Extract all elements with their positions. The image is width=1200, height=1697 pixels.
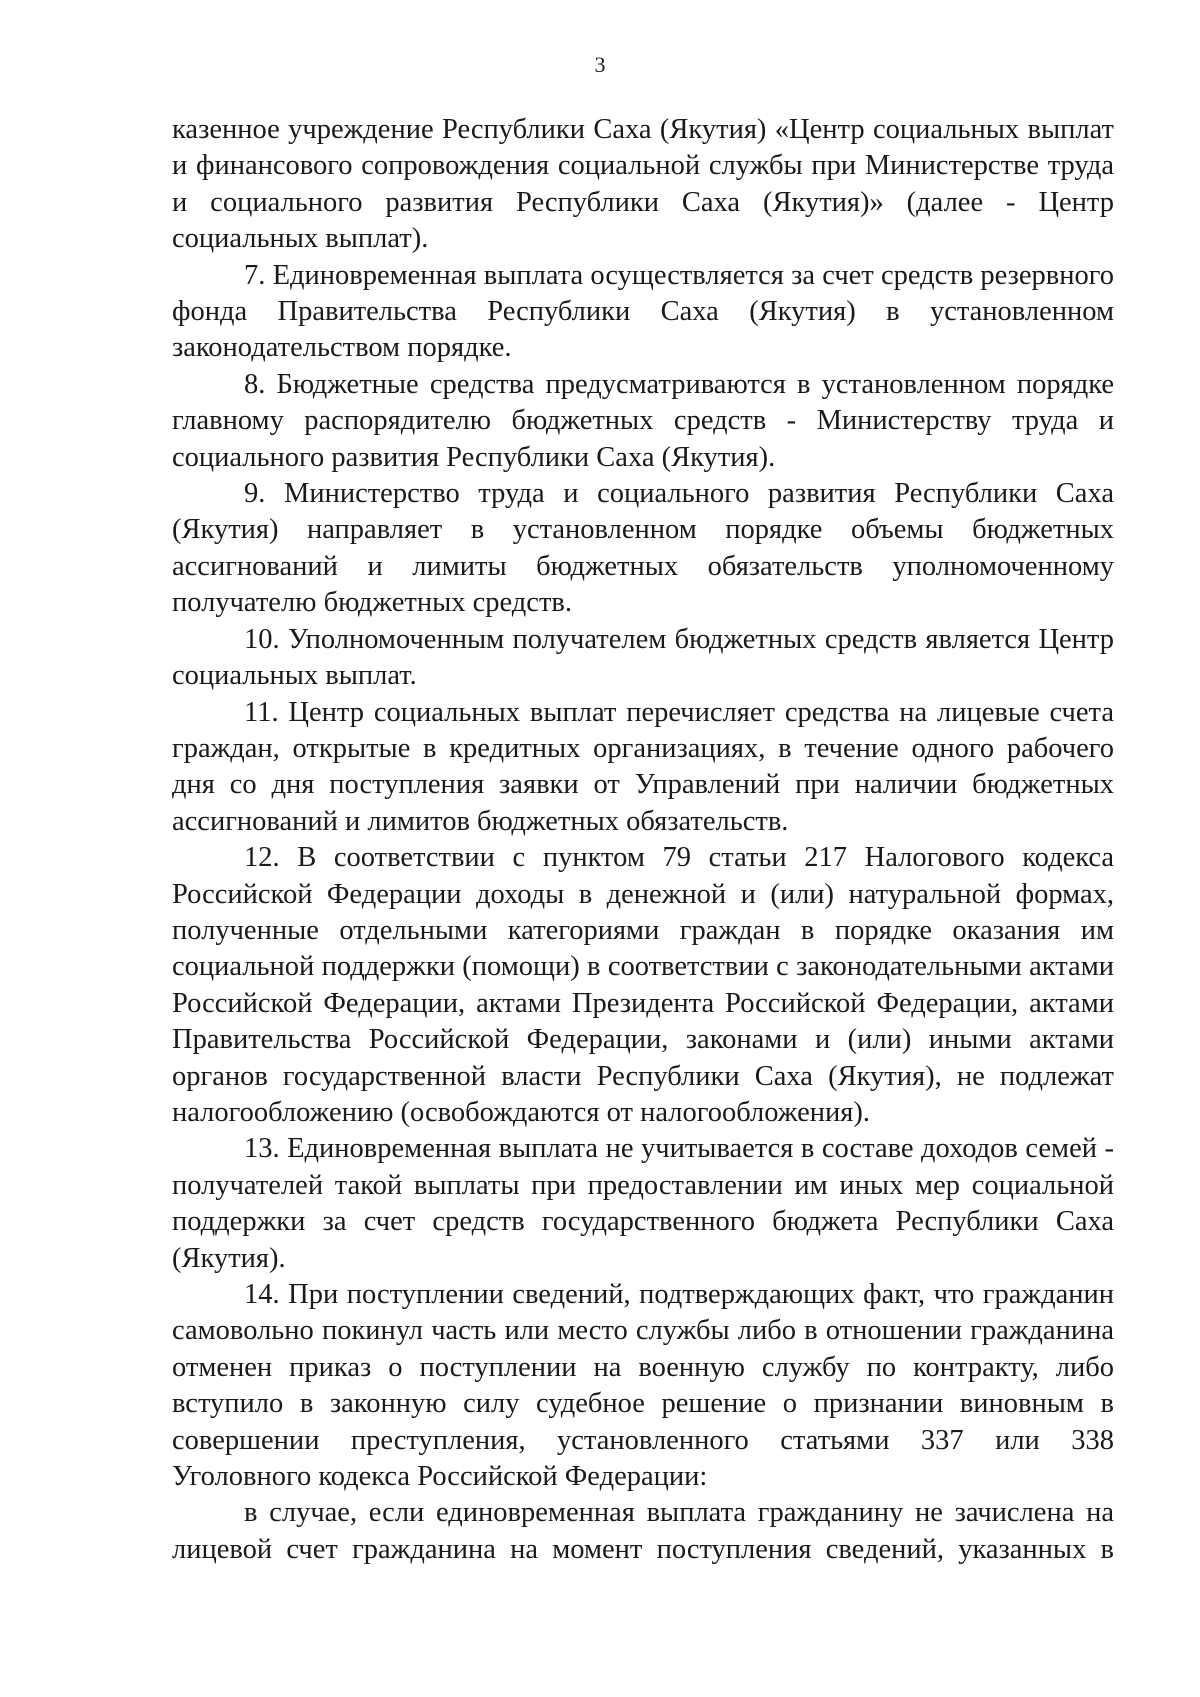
paragraph-13: 13. Единовременная выплата не учитывается в составе доходов семей - получателей такой выплаты при предоставлении им иных мер социальной поддержки за счет средств государственного бюджета Республики Саха (Якутия). xyxy=(172,1133,1114,1274)
paragraph-14-subclause: в случае, если единовременная выплата гражданину не зачислена на лицевой счет гражданина на момент поступления сведений, указанных в xyxy=(172,1497,1114,1565)
paragraph-10: 10. Уполномоченным получателем бюджетных средств является Центр социальных выплат. xyxy=(172,623,1114,692)
paragraph-11: 11. Центр социальных выплат перечисляет средства на лицевые счета граждан, открытые в кредитных организациях, в течение одного рабочего дня со дня поступления заявки от Управлений при наличии бюджетных ассигнований и лимитов бюджетных обязательств. xyxy=(172,696,1114,837)
paragraph-9: 9. Министерство труда и социального развития Республики Саха (Якутия) направляет в установленном порядке объемы бюджетных ассигнований и лимиты бюджетных обязательств уполномоченному получателю бюджетных средств. xyxy=(172,478,1114,619)
document-body xyxy=(172,112,1114,1568)
paragraph-14: 14. При поступлении сведений, подтверждающих факт, что гражданин самовольно покинул часть или место службы либо в отношении гражданина отменен приказ о поступлении на военную службу по контракту, либо вступило в законную силу судебное решение о признании виновным в совершении преступления, установленного статьями 337 или 338 Уголовного кодекса Российской Федерации: xyxy=(172,1279,1114,1493)
paragraph-12: 12. В соответствии с пунктом 79 статьи 217 Налогового кодекса Российской Федерации доходы в денежной и (или) натуральной формах, полученные отдельными категориями граждан в порядке оказания им социальной поддержки (помощи) в соответствии с законодательными актами Российской Федерации, актами Президента Российской Федерации, актами Правительства Российской Федерации, законами и (или) иными актами органов государственной власти Республики Саха (Якутия), не подлежат налогообложению (освобождаются от налогообложения). xyxy=(172,842,1114,1128)
paragraph-continuation: казенное учреждение Республики Саха (Якутия) «Центр социальных выплат и финансового сопровождения социальной службы при Министерстве труда и социального развития Республики Саха (Якутия)» (далее - Центр социальных выплат). xyxy=(172,114,1114,255)
paragraph-7: 7. Единовременная выплата осуществляется за счет средств резервного фонда Правительства Республики Саха (Якутия) в установленном законодательством порядке. xyxy=(172,259,1114,364)
page-number: 3 xyxy=(594,52,606,77)
paragraph-8: 8. Бюджетные средства предусматриваются в установленном порядке главному распорядителю бюджетных средств - Министерству труда и социального развития Республики Саха (Якутия). xyxy=(172,368,1114,473)
